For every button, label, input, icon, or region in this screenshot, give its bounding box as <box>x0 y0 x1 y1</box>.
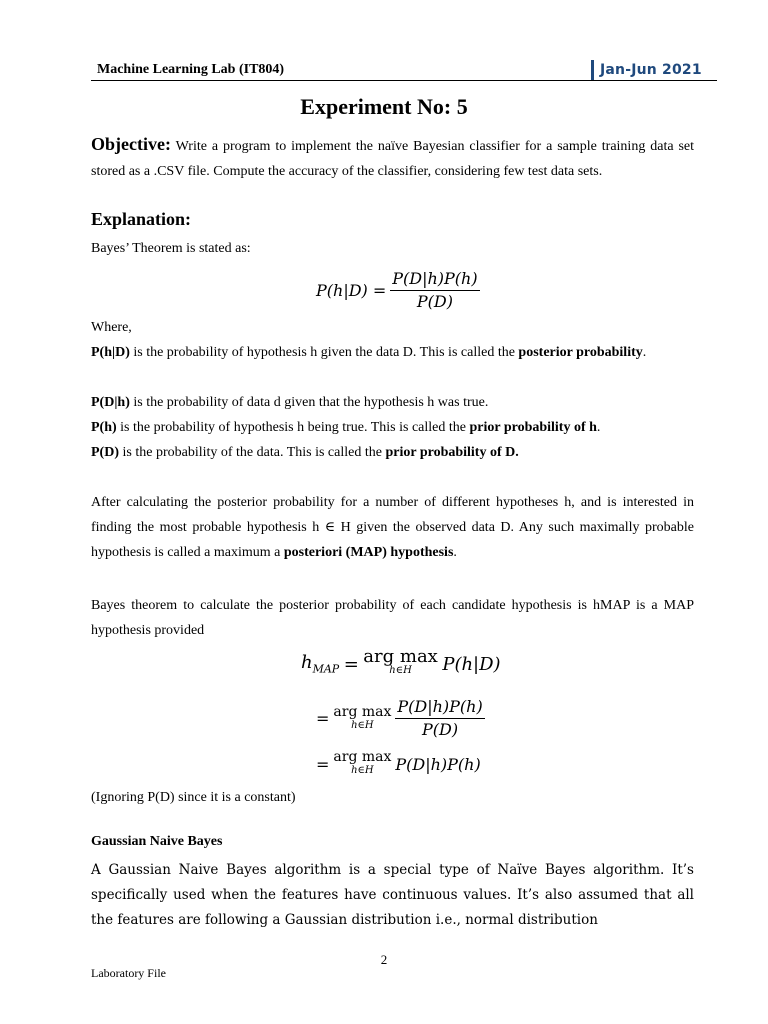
def-bold: prior probability of D. <box>385 445 519 460</box>
hmap-paragraph: Bayes theorem to calculate the posterior probability of each candidate hypothesis is hMAP is a MAP hypothesis provided <box>91 598 694 638</box>
argmax-operator: arg max h∈H <box>333 703 392 731</box>
posterior-term: P(h|D) <box>442 653 501 675</box>
header-accent-bar <box>591 60 594 80</box>
where-label: Where, <box>91 320 132 335</box>
map-end: . <box>453 545 457 560</box>
argmax-operator: arg max h∈H <box>363 646 438 676</box>
objective-label: Objective: <box>91 134 171 154</box>
map-paragraph <box>91 490 694 565</box>
gaussian-heading: Gaussian Naive Bayes <box>91 834 223 849</box>
def-text: is the probability of data d given that the hypothesis h was true. <box>129 395 489 410</box>
hmap-equation-line-2 <box>316 696 485 741</box>
explanation-heading: Explanation: <box>91 209 192 229</box>
bayes-fraction <box>390 268 479 313</box>
def-term: P(h|D) <box>91 345 130 360</box>
map-fraction <box>395 696 484 741</box>
bayes-numerator: P(D|h)P(h) <box>390 268 479 291</box>
definition-posterior <box>91 340 694 365</box>
bayes-denominator: P(D) <box>416 292 453 311</box>
def-term: P(h) <box>91 420 117 435</box>
map-text: After calculating the posterior probability for a number of different hypotheses h, and is interested in finding the most probable hypothesis h ∈ H given the observed data D. Any such maximally probable hypothesis is called a maximum a <box>91 495 694 560</box>
equals-sign: = <box>343 653 359 675</box>
page-title: Experiment No: 5 <box>300 94 468 119</box>
bayes-lhs: P(h|D) = <box>316 281 387 300</box>
def-term: P(D) <box>91 445 119 460</box>
map-numerator: P(D|h)P(h) <box>395 696 484 719</box>
map-bold: posteriori (MAP) hypothesis <box>283 545 454 560</box>
hmap-equation-line-1 <box>301 646 501 678</box>
def-text: is the probability of hypothesis h given the data D. This is called the <box>129 345 519 360</box>
equals-sign: = <box>316 709 330 728</box>
def-bold: posterior probability <box>518 345 643 360</box>
ignoring-note: (Ignoring P(D) since it is a constant) <box>91 790 296 805</box>
def-text: is the probability of the data. This is called the <box>119 445 386 460</box>
header-rule <box>91 80 717 81</box>
definition-prior-d <box>91 440 694 465</box>
footer-label: Laboratory File <box>91 966 166 980</box>
page-number: 2 <box>380 952 388 967</box>
definition-likelihood <box>91 390 694 415</box>
equals-sign: = <box>316 754 330 774</box>
def-term: P(D|h) <box>91 395 130 410</box>
header-term: Jan-Jun 2021 <box>600 62 702 78</box>
likelihood-prior-term: P(D|h)P(h) <box>395 754 481 774</box>
argmax-operator: arg max h∈H <box>333 749 392 776</box>
def-end: . <box>642 345 647 360</box>
map-denominator: P(D) <box>422 720 459 739</box>
bayes-intro: Bayes’ Theorem is stated as: <box>91 241 251 256</box>
gaussian-paragraph: A Gaussian Naive Bayes algorithm is a special type of Naïve Bayes algorithm. It’s specifically used when the features have continuous values. It’s also assumed that all the features are following a Gaussian distribution i.e., normal distribution <box>91 862 694 928</box>
objective-paragraph <box>91 132 694 184</box>
def-end: . <box>596 420 601 435</box>
header-course-title: Machine Learning Lab (IT804) <box>97 62 285 77</box>
def-text: is the probability of hypothesis h being true. This is called the <box>116 420 470 435</box>
objective-text: Write a program to implement the naïve Bayesian classifier for a sample training data set stored as a .CSV file. Compute the accuracy of the classifier, considering few test data sets. <box>91 139 695 179</box>
bayes-formula <box>316 268 480 313</box>
def-bold: prior probability of h <box>469 420 597 435</box>
definition-prior-h <box>91 415 694 440</box>
hmap-symbol: $h_{MAP}$ <box>301 652 340 676</box>
hmap-equation-line-3 <box>316 750 481 778</box>
